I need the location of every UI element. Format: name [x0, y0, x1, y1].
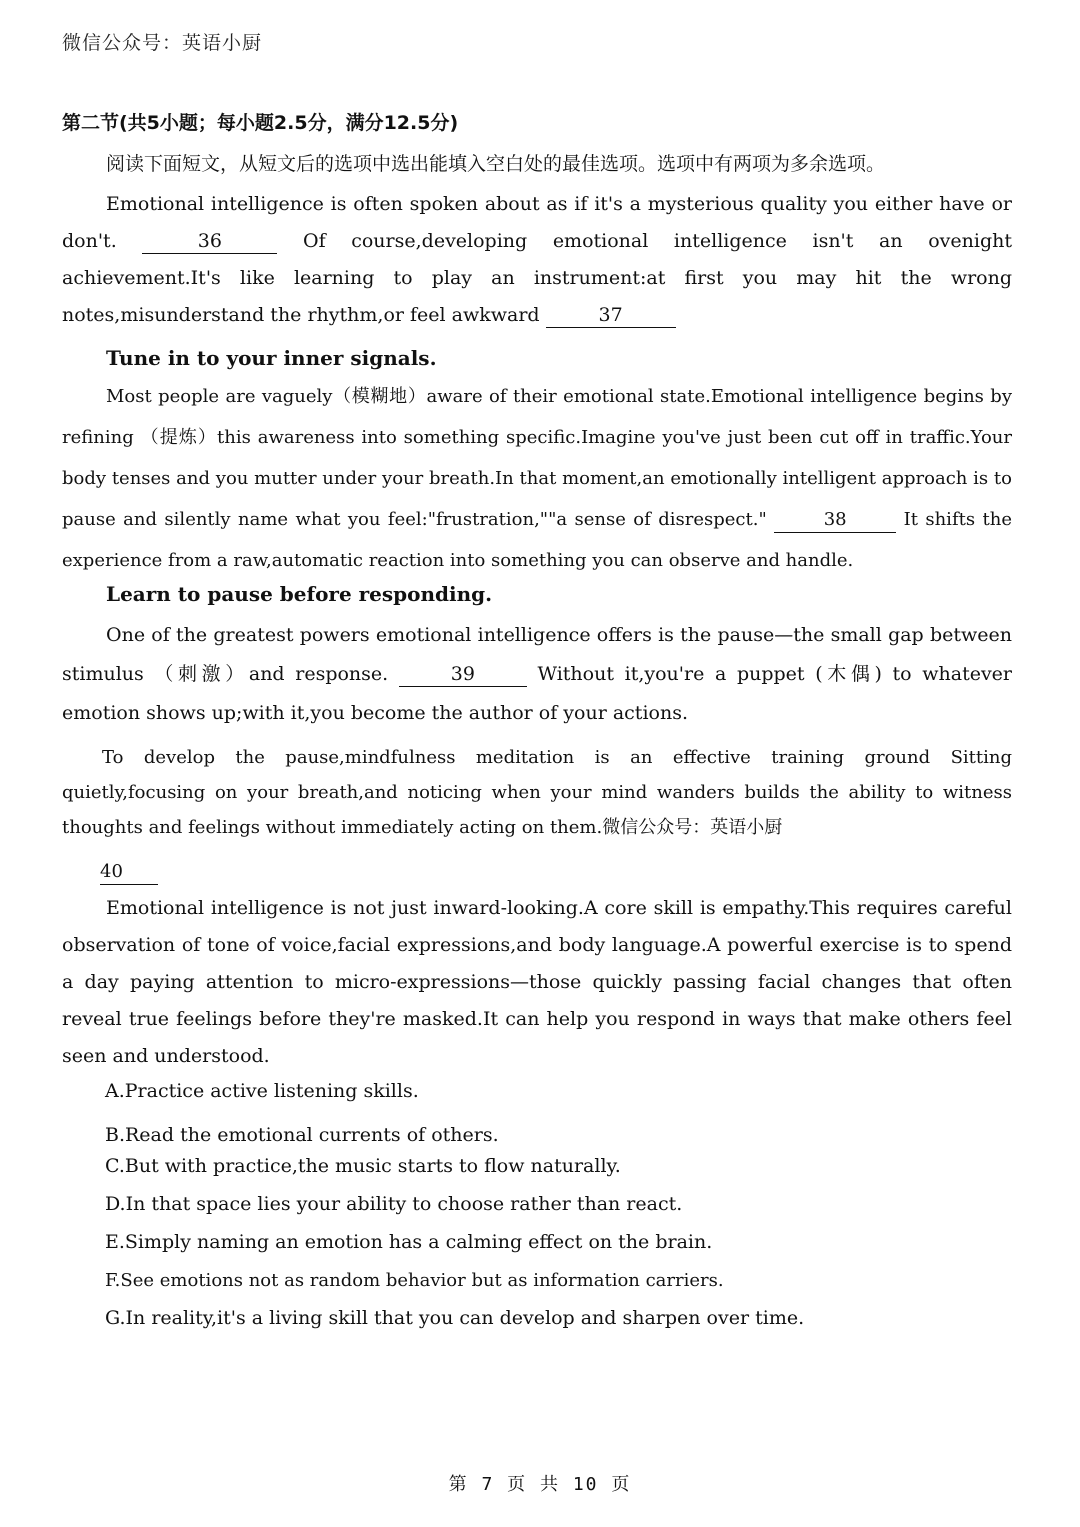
paragraph-5 — [62, 890, 1012, 1075]
p4-watermark: 微信公众号：英语小厨 — [602, 817, 783, 838]
p2-text-a: Most people are vaguely（模糊地）aware of their emotional state.Emotional intelligence begins by refining （提炼）this awareness into something specific.Imagine you've just been cut off in traffic.Your body tenses and you mutter under your breath.In that moment,an emotionally intelligent approach is to pause and silently name what you feel:"frustration,""a sense of disrespect." — [62, 386, 1012, 530]
heading-inner-signals — [62, 340, 1012, 377]
blank-37[interactable]: 37 — [546, 303, 676, 328]
option-e: E.Simply naming an emotion has a calming effect on the brain. — [105, 1231, 713, 1253]
p3-text-b: Without it,you're a puppet (木偶) to whatever emotion shows up;with it,you become the author of your actions. — [62, 663, 1013, 724]
section-title: 第二节(共5小题；每小题2.5分，满分12.5分) — [62, 112, 459, 134]
blank-39[interactable]: 39 — [399, 662, 527, 687]
heading-1-text: Tune in to your inner signals. — [106, 346, 437, 370]
header-watermark: 微信公众号：英语小厨 — [62, 32, 263, 54]
option-a: A.Practice active listening skills. — [105, 1080, 419, 1102]
option-d: D.In that space lies your ability to choose rather than react. — [105, 1193, 683, 1215]
p3-text-a: One of the greatest powers emotional intelligence offers is the pause—the small gap between stimulus （刺激）and response. — [62, 624, 1012, 685]
option-g: G.In reality,it's a living skill that you can develop and sharpen over time. — [105, 1307, 805, 1329]
heading-2-text: Learn to pause before responding. — [106, 582, 493, 606]
paragraph-3 — [62, 616, 1012, 733]
instruction — [62, 146, 1012, 183]
option-c: C.But with practice,the music starts to flow naturally. — [105, 1155, 621, 1177]
blank-40[interactable]: 40 — [100, 860, 158, 885]
p2-text-b: It shifts the experience from a raw,automatic reaction into something you can observe and handle. — [62, 509, 1012, 571]
option-f: F.See emotions not as random behavior but as information carriers. — [105, 1270, 724, 1291]
blank-36[interactable]: 36 — [142, 229, 277, 254]
paragraph-1 — [62, 186, 1012, 334]
p4-text: To develop the pause,mindfulness meditation is an effective training ground Sitting quietly,focusing on your breath,and noticing when your mind wanders builds the ability to witness thoughts and feelings without immediately acting on them. — [62, 747, 1012, 838]
p1-text-a: Emotional intelligence is often spoken about as if it's a mysterious quality you either have or don't. — [62, 193, 1012, 252]
p1-text-b: Of course,developing emotional intelligence isn't an ovenight achievement.It's like learning to play an instrument:at first you may hit the wrong notes,misunderstand the rhythm,or feel awkward — [62, 230, 1012, 326]
paragraph-4 — [62, 740, 1012, 845]
paragraph-2 — [62, 376, 1012, 581]
blank-38[interactable]: 38 — [774, 508, 896, 533]
paragraph-40-gap — [100, 860, 158, 885]
heading-pause — [62, 576, 1012, 613]
page-number: 第 7 页 共 10 页 — [448, 1474, 632, 1495]
instruction-text: 阅读下面短文，从短文后的选项中选出能填入空白处的最佳选项。选项中有两项为多余选项。 — [106, 153, 886, 175]
option-b: B.Read the emotional currents of others. — [105, 1124, 499, 1146]
p5-text: Emotional intelligence is not just inward-looking.A core skill is empathy.This requires careful observation of tone of voice,facial expressions,and body language.A powerful exercise is to spend a day paying attention to micro-expressions—those quickly passing facial changes that often reveal true feelings before they're masked.It can help you respond in ways that make others feel seen and understood. — [62, 897, 1012, 1067]
